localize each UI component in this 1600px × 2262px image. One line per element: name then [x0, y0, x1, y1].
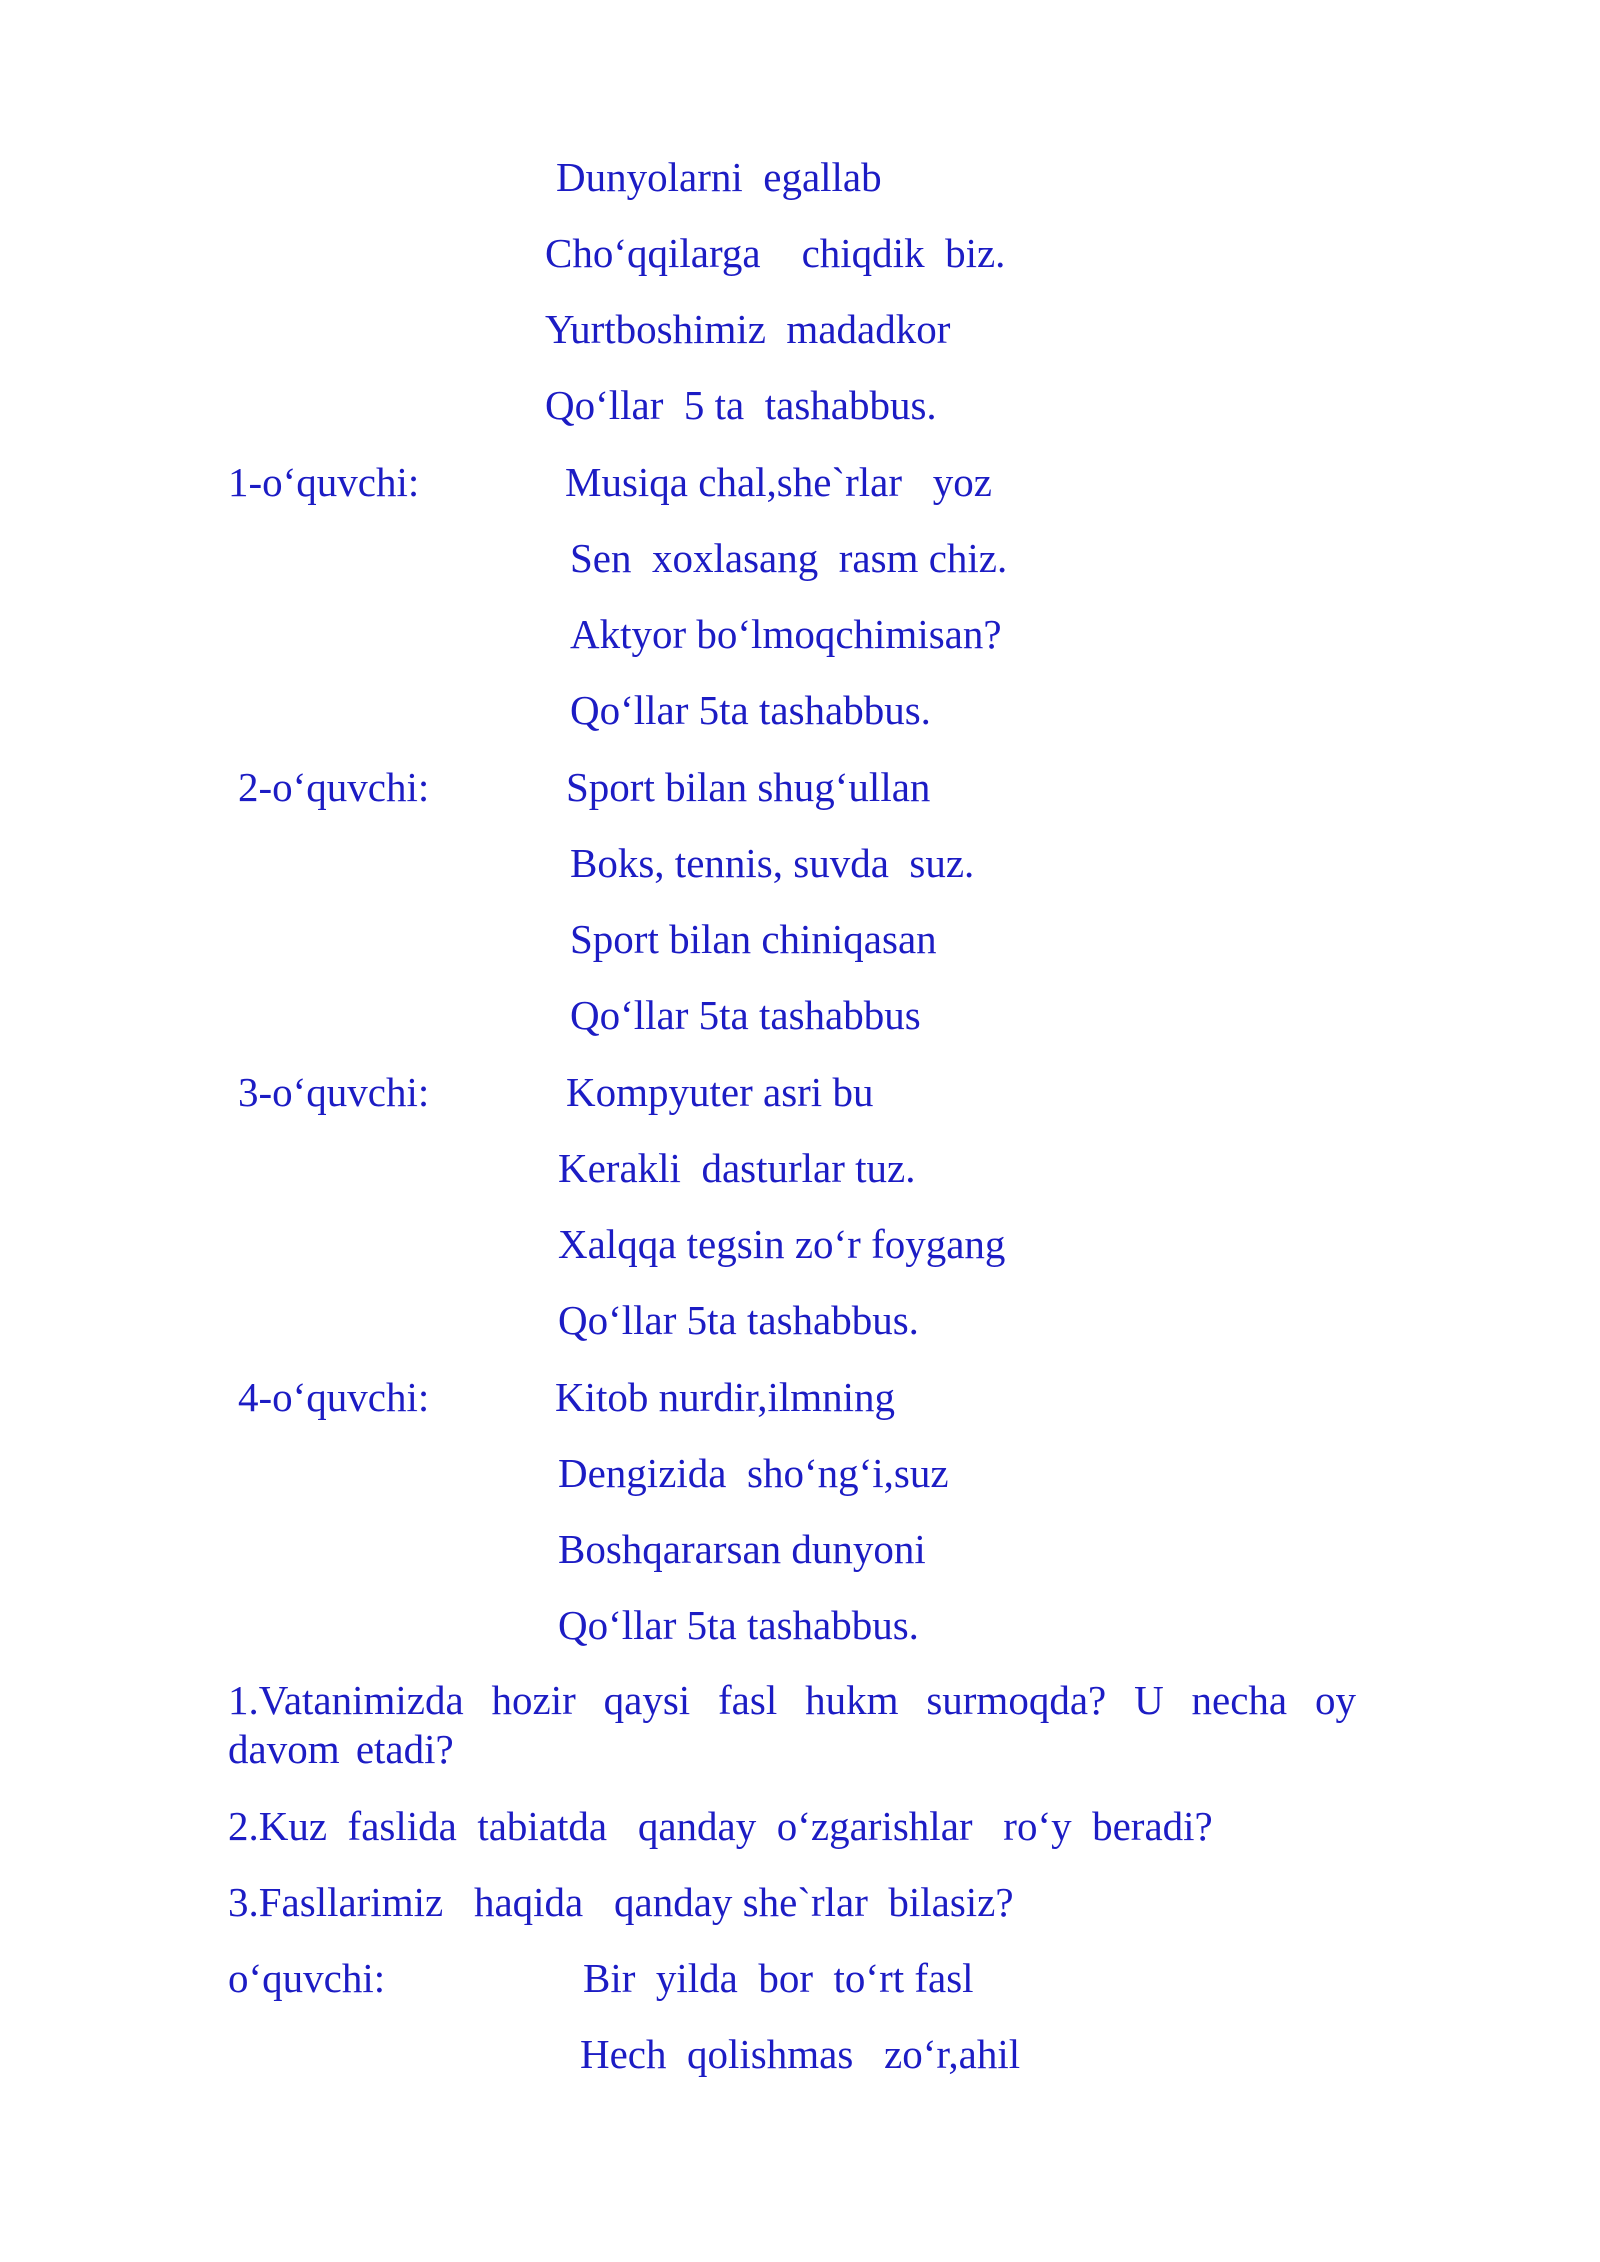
speaker-label-1: 1-o‘quvchi: — [228, 459, 420, 505]
question-1: 1.Vatanimizda hozir qaysi fasl hukm surmoqda? U necha oy davom etadi? — [228, 1677, 1356, 1772]
poem-intro-line-3: Yurtboshimiz madadkor — [545, 306, 951, 352]
poem-intro-line-4: Qo‘llar 5 ta tashabbus. — [545, 382, 937, 428]
stanza2-line-4: Qo‘llar 5ta tashabbus — [570, 992, 921, 1038]
stanza2-line-2: Boks, tennis, suvda suz. — [570, 840, 975, 886]
speaker-label-final: o‘quvchi: — [228, 1955, 386, 2001]
stanza1-line-2: Sen xoxlasang rasm chiz. — [570, 535, 1008, 581]
stanza3-line-3: Xalqqa tegsin zo‘r foygang — [558, 1221, 1006, 1267]
stanza1-line-3: Aktyor bo‘lmoqchimisan? — [570, 611, 1002, 657]
final-line-1: Bir yilda bor to‘rt fasl — [583, 1955, 974, 2001]
stanza4-line-4: Qo‘llar 5ta tashabbus. — [558, 1602, 919, 1648]
stanza4-line-1: Kitob nurdir,ilmning — [555, 1374, 896, 1420]
stanza3-line-1: Kompyuter asri bu — [566, 1069, 874, 1115]
stanza1-line-1: Musiqa chal,she`rlar yoz — [565, 459, 992, 505]
question-2: 2.Kuz faslida tabiatda qanday o‘zgarishlar ro‘y beradi? — [228, 1803, 1213, 1849]
speaker-label-2: 2-o‘quvchi: — [238, 764, 430, 810]
stanza2-line-3: Sport bilan chiniqasan — [570, 916, 937, 962]
stanza2-line-1: Sport bilan shug‘ullan — [566, 764, 931, 810]
poem-intro-line-1: Dunyolarni egallab — [556, 154, 882, 200]
question-3: 3.Fasllarimiz haqida qanday she`rlar bilasiz? — [228, 1879, 1014, 1925]
speaker-label-3: 3-o‘quvchi: — [238, 1069, 430, 1115]
stanza4-line-2: Dengizida sho‘ng‘i,suz — [558, 1450, 949, 1496]
poem-intro-line-2: Cho‘qqilarga chiqdik biz. — [545, 230, 1006, 276]
final-line-2: Hech qolishmas zo‘r,ahil — [580, 2031, 1021, 2077]
speaker-label-4: 4-o‘quvchi: — [238, 1374, 430, 1420]
stanza3-line-2: Kerakli dasturlar tuz. — [558, 1145, 916, 1191]
stanza3-line-4: Qo‘llar 5ta tashabbus. — [558, 1297, 919, 1343]
stanza4-line-3: Boshqararsan dunyoni — [558, 1526, 926, 1572]
stanza1-line-4: Qo‘llar 5ta tashabbus. — [570, 687, 931, 733]
